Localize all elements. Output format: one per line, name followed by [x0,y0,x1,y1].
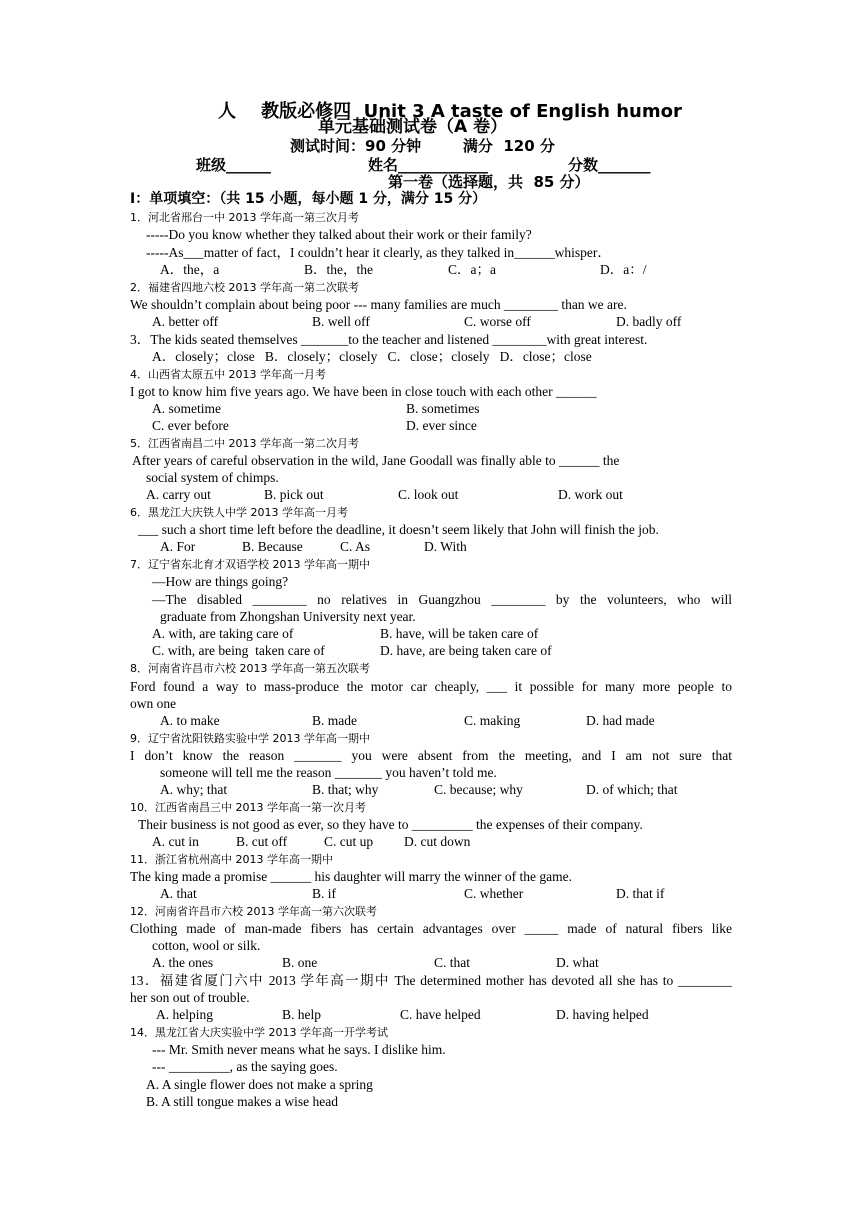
option-d: D. had made [586,713,655,728]
option-c: C. ever before [152,418,229,433]
question-8-source: 8．河南省许昌市六校 2013 学年高一第五次联考 [130,662,370,675]
option-a: A. with, are taking care of [152,626,294,641]
question-3-stem: 3．The kids seated themselves _______to the teacher and listened ________with great interest. [130,332,648,347]
question-7-line: graduate from Zhongshan University next year. [160,609,416,624]
exam-title: 人 教版必修四 Unit 3 A taste of English humor [218,101,682,122]
question-1-line: -----Do you know whether they talked about their work or their family? [146,227,532,242]
question-11-line: The king made a promise ______ his daughter will marry the winner of the game. [130,869,573,884]
option-c: C. that [434,955,470,970]
option-d: D. badly off [616,314,682,329]
option-b: B. pick out [264,487,324,502]
option-b: B. one [282,955,318,970]
question-6-source: 6．黑龙江大庆铁人中学 2013 学年高一月考 [130,506,348,519]
option-d: D. having helped [556,1007,649,1022]
question-4-source: 4．山西省太原五中 2013 学年高一月考 [130,368,326,381]
option-b: B. have, will be taken care of [380,626,539,641]
option-b: B. if [312,886,337,901]
option-d: D. have, are being taken care of [380,643,552,658]
option-d: D．a：/ [600,262,647,277]
question-14-source: 14．黑龙江省大庆实验中学 2013 学年高一开学考试 [130,1026,388,1039]
question-9-source: 9．辽宁省沈阳铁路实验中学 2013 学年高一期中 [130,732,370,745]
question-13-line: her son out of trouble. [130,990,250,1005]
option-c: C. cut up [324,834,374,849]
question-9-line: someone will tell me the reason _______ you haven’t told me. [160,765,497,780]
question-1-source: 1．河北省邢台一中 2013 学年高一第三次月考 [130,211,359,224]
question-10-source: 10．江西省南昌三中 2013 学年高一第一次月考 [130,801,366,814]
option-d: D. what [556,955,599,970]
option-b: B. A still tongue makes a wise head [146,1094,338,1109]
option-c: C. As [340,539,371,554]
question-2-line: We shouldn’t complain about being poor --- many families are much ________ than we are. [130,297,627,312]
option-c: C. have helped [400,1007,481,1022]
option-d: D. work out [558,487,623,502]
option-c: C. because; why [434,782,523,797]
option-c: C. with, are being taken care of [152,643,325,658]
question-1-line: -----As___matter of fact，I couldn’t hear it clearly, as they talked in______whisper． [146,245,611,260]
option-a: A. helping [156,1007,213,1022]
option-a: A. better off [152,314,219,329]
question-8-line: own one [130,696,177,711]
option-b: B. that; why [312,782,379,797]
question-11-source: 11．浙江省杭州高中 2013 学年高一期中 [130,853,333,866]
exam-subtitle: 单元基础测试卷（A 卷） [318,117,508,137]
question-12-line: cotton, wool or silk. [152,938,261,953]
option-a: A. that [160,886,197,901]
question-5-line: After years of careful observation in the wild, Jane Goodall was finally able to ______ the [132,453,620,468]
option-b: B. well off [312,314,370,329]
option-c: C. whether [464,886,524,901]
option-a: A. to make [160,713,220,728]
option-a: A. the ones [152,955,214,970]
question-12-source: 12．河南省许昌市六校 2013 学年高一第六次联考 [130,905,377,918]
question-5-line: social system of chimps. [146,470,279,485]
question-14-line: --- Mr. Smith never means what he says. I dislike him. [152,1042,446,1057]
name-field-label: 姓名____________ [368,156,489,174]
option-a: A. cut in [152,834,199,849]
option-a: A. sometime [152,401,221,416]
option-d: D. of which; that [586,782,678,797]
score-field-label: 分数_______ [568,156,651,174]
question-7-line: —How are things going? [152,574,289,589]
option-c: C．a；a [448,262,496,277]
question-8-line: Ford found a way to mass-produce the motor car cheaply, ___ it possible for many more people to [130,679,732,694]
option-c: C. look out [398,487,459,502]
option-a: A. carry out [146,487,211,502]
option-b: B. cut off [236,834,288,849]
option-b: B．the，the [304,262,373,277]
option-b: B. made [312,713,357,728]
option-a: A. why; that [160,782,228,797]
question-9-line: I don’t know the reason _______ you were absent from the meeting, and I am not sure that [130,748,732,763]
option-c: C. making [464,713,521,728]
option-b: B. sometimes [406,401,480,416]
question-14-line: --- _________, as the saying goes. [152,1059,338,1074]
class-field-label: 班级______ [196,156,272,174]
exam-time-score: 测试时间：90 分钟 满分 120 分 [290,137,555,155]
question-13-stem: 13．福建省厦门六中 2013 学年高一期中 The determined mother has devoted all she has to ________ [130,973,732,988]
option-c: C. worse off [464,314,531,329]
part-one-heading: 第一卷（选择题，共 85 分） [388,173,590,191]
option-b: B. Because [242,539,303,554]
option-a: A. A single flower does not make a spring [146,1077,373,1092]
option-a: A．the，a [160,262,220,277]
option-b: B. help [282,1007,321,1022]
option-d: D. cut down [404,834,471,849]
question-6-line: ___ such a short time left before the deadline, it doesn’t seem likely that John will finish the job. [138,522,659,537]
question-7-source: 7．辽宁省东北育才双语学校 2013 学年高一期中 [130,558,370,571]
question-12-line: Clothing made of man-made fibers has certain advantages over _____ made of natural fibers like [130,921,732,936]
question-7-line: —The disabled ________ no relatives in Guangzhou ________ by the volunteers, who will [152,592,732,607]
question-4-line: I got to know him five years ago. We have been in close touch with each other ______ [130,384,597,399]
option-d: D. ever since [406,418,477,433]
question-10-line: Their business is not good as ever, so they have to _________ the expenses of their company. [138,817,643,832]
section-heading: I：单项填空：（共 15 小题，每小题 1 分，满分 15 分） [130,191,487,207]
option-d: D. With [424,539,467,554]
question-5-source: 5．江西省南昌二中 2013 学年高一第二次月考 [130,437,359,450]
question-2-source: 2．福建省四地六校 2013 学年高一第二次联考 [130,281,359,294]
question-3-options: A．closely；close B．closely；closely C．close；closely D．close；close [152,349,592,364]
option-d: D. that if [616,886,665,901]
option-a: A. For [160,539,196,554]
